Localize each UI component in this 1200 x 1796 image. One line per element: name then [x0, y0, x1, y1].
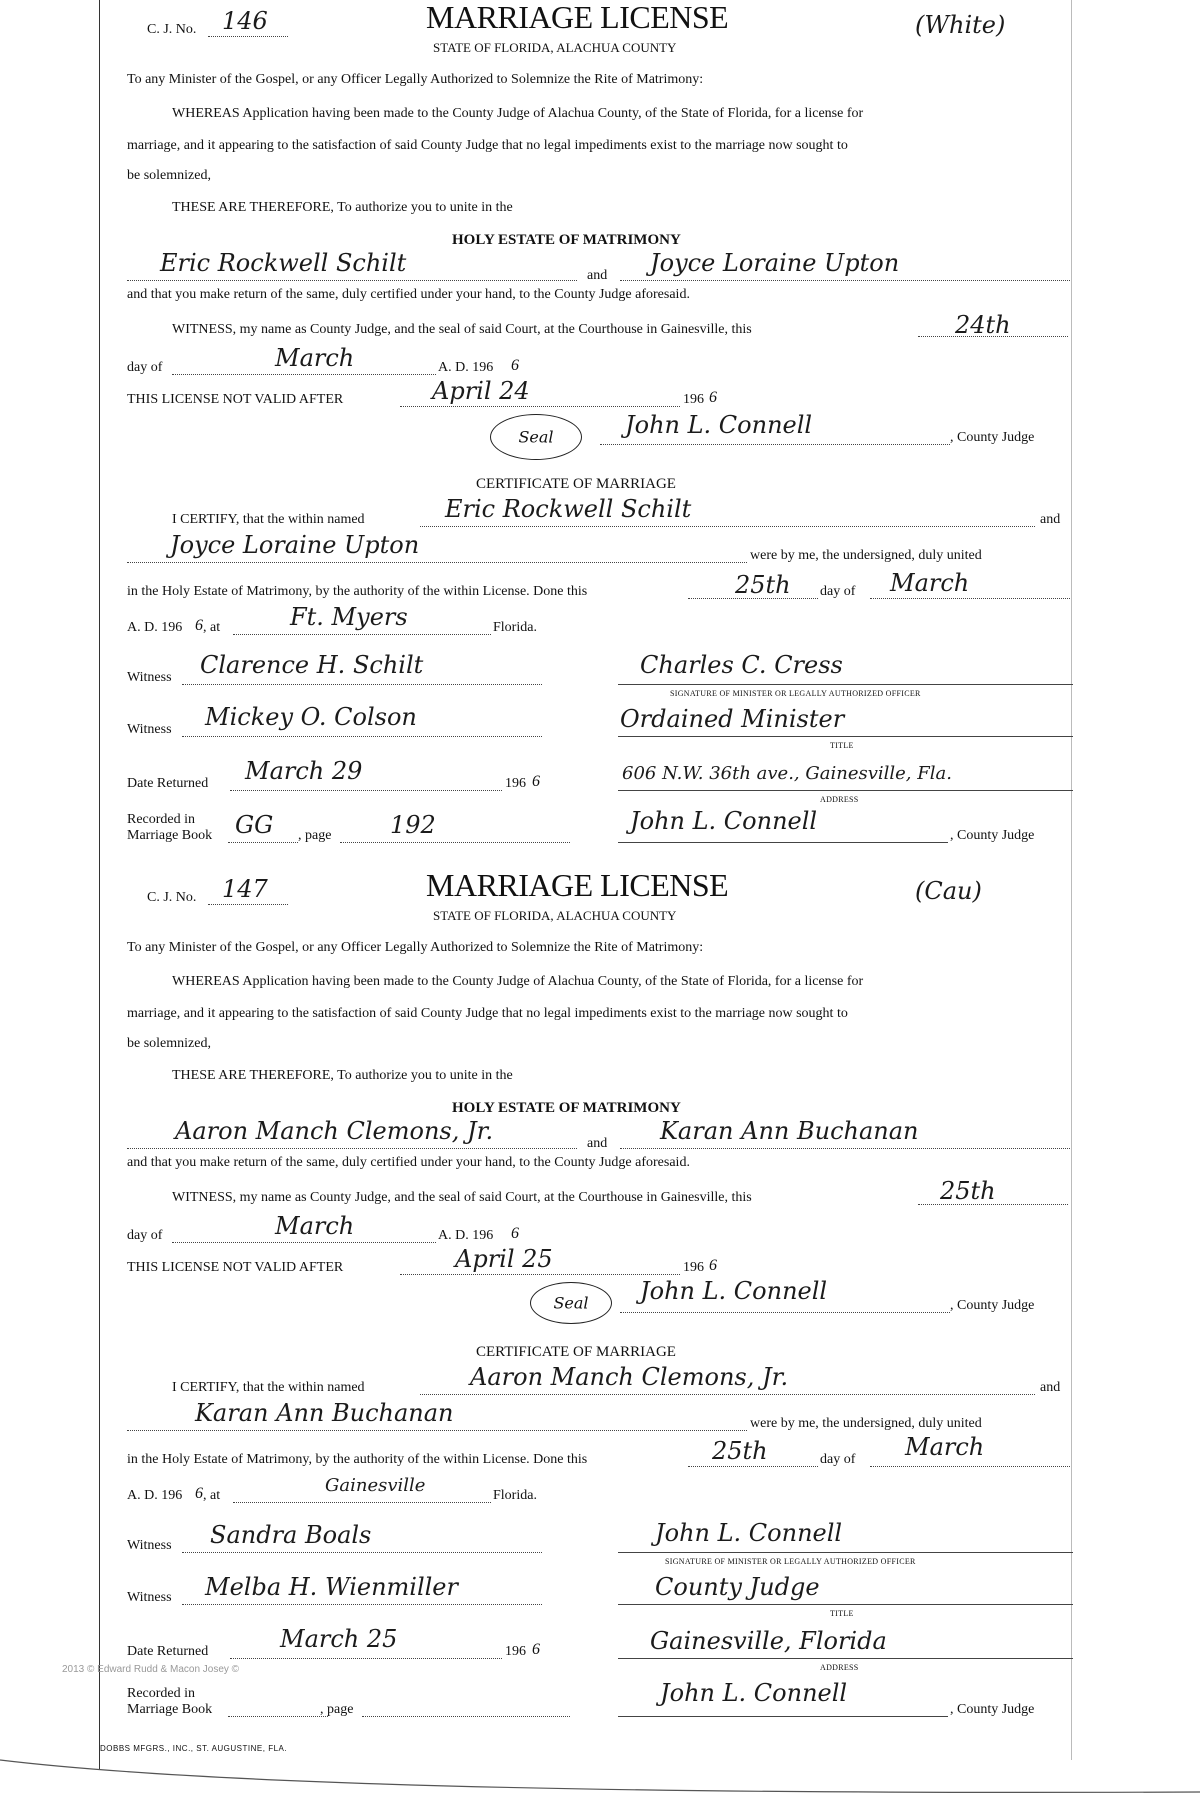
witness-line: WITNESS, my name as County Judge, and the seal of said Court, at the Courthouse in Gainesville, this [172, 1190, 752, 1205]
address-line: To any Minister of the Gospel, or any Officer Legally Authorized to Solemnize the Rite of Matrimony: [127, 72, 704, 87]
holy-estate-line: in the Holy Estate of Matrimony, by the authority of the within License. Done this [127, 1452, 588, 1467]
not-valid-date: April 25 [455, 1245, 553, 1273]
license-month: March [275, 1212, 355, 1240]
recording-county-judge-label: , County Judge [950, 828, 1035, 843]
witness-2-signature: Mickey O. Colson [205, 703, 417, 731]
title-caption: TITLE [830, 1609, 854, 1618]
address-caption: ADDRESS [820, 1663, 859, 1672]
recording-signature: John L. Connell [630, 807, 818, 835]
groom-name: Eric Rockwell Schilt [160, 249, 407, 277]
witness-1-signature: Sandra Boals [210, 1521, 372, 1549]
marriage-place: Gainesville [325, 1475, 426, 1496]
recorded-in-label: Recorded in [127, 1686, 196, 1701]
groom-name: Aaron Manch Clemons, Jr. [175, 1117, 494, 1145]
holy-estate-line: in the Holy Estate of Matrimony, by the authority of the within License. Done this [127, 584, 588, 599]
ad-label: A. D. 196 [438, 1228, 494, 1243]
done-month: March [890, 569, 970, 597]
witness-day: 25th [940, 1177, 996, 1205]
witness-1-signature: Clarence H. Schilt [200, 651, 424, 679]
whereas-line-1: WHEREAS Application having been made to the County Judge of Alachua County, of the State of Florida, for a license for [172, 106, 864, 121]
not-valid-year-digit: 6 [709, 1257, 717, 1274]
not-valid-date: April 24 [432, 377, 530, 405]
whereas-line-2: marriage, and it appearing to the satisfaction of said County Judge that no legal impediments exist to the marriage now sought to [127, 138, 848, 153]
not-valid-year-digit: 6 [709, 389, 717, 406]
certificate-heading: CERTIFICATE OF MARRIAGE [476, 1344, 676, 1360]
bride-name: Karan Ann Buchanan [660, 1117, 919, 1145]
race-note: (Cau) [915, 877, 982, 905]
ad-year-digit: 6 [511, 1225, 519, 1242]
witness-2-signature: Melba H. Wienmiller [205, 1573, 458, 1601]
date-returned: March 29 [245, 757, 363, 785]
license-title: MARRIAGE LICENSE [426, 867, 729, 903]
page-label: , page [320, 1702, 354, 1717]
date-returned-label: Date Returned [127, 1644, 209, 1659]
record-page: 192 [390, 811, 436, 839]
county-judge-label: , County Judge [950, 1298, 1035, 1313]
recording-county-judge-label: , County Judge [950, 1702, 1035, 1717]
license-month: March [275, 344, 355, 372]
officer-signature: Charles C. Cress [640, 651, 843, 679]
officer-address: 606 N.W. 36th ave., Gainesville, Fla. [622, 763, 952, 784]
county-judge-label: , County Judge [950, 430, 1035, 445]
holy-estate-heading: HOLY ESTATE OF MATRIMONY [452, 1100, 681, 1116]
not-valid-label: THIS LICENSE NOT VALID AFTER [127, 1260, 344, 1275]
done-day: 25th [735, 571, 791, 599]
florida-label: Florida. [493, 1488, 537, 1503]
certify-label: I CERTIFY, that the within named [172, 512, 365, 527]
day-of-label: day of [127, 360, 163, 375]
returned-year-digit: 6 [532, 1641, 540, 1658]
witness-label-2: Witness [127, 722, 172, 737]
court-seal: Seal [530, 1282, 612, 1324]
page-label: , page [298, 828, 332, 843]
cj-number-label: C. J. No. [147, 890, 197, 905]
therefore-line: THESE ARE THEREFORE, To authorize you to unite in the [172, 200, 513, 215]
certificate-and-label: and [1040, 1380, 1061, 1395]
certificate-and-label: and [1040, 512, 1061, 527]
copyright-watermark: 2013 © Edward Rudd & Macon Josey © [62, 1664, 240, 1675]
signature-caption: SIGNATURE OF MINISTER OR LEGALLY AUTHORIZED OFFICER [665, 1557, 916, 1566]
certify-label: I CERTIFY, that the within named [172, 1380, 365, 1395]
license-subtitle: STATE OF FLORIDA, ALACHUA COUNTY [433, 908, 677, 923]
not-valid-year-label: 196 [683, 392, 704, 407]
officer-title: Ordained Minister [620, 705, 845, 733]
ad-label-cert: A. D. 196 [127, 1488, 183, 1503]
not-valid-year-label: 196 [683, 1260, 704, 1275]
and-label: and [587, 268, 608, 283]
court-seal: Seal [490, 414, 582, 460]
return-line: and that you make return of the same, duly certified under your hand, to the County Judge aforesaid. [127, 287, 690, 302]
returned-year-label: 196 [505, 1644, 526, 1659]
whereas-line-2: marriage, and it appearing to the satisfaction of said County Judge that no legal impediments exist to the marriage now sought to [127, 1006, 848, 1021]
cj-number: 147 [222, 875, 268, 903]
and-label: and [587, 1136, 608, 1151]
signature-caption: SIGNATURE OF MINISTER OR LEGALLY AUTHORIZED OFFICER [670, 689, 921, 698]
date-returned-label: Date Returned [127, 776, 209, 791]
printer-footer: DOBBS MFGRS., INC., ST. AUGUSTINE, FLA. [100, 1744, 288, 1753]
holy-estate-heading: HOLY ESTATE OF MATRIMONY [452, 232, 681, 248]
witness-label-1: Witness [127, 670, 172, 685]
ad-label: A. D. 196 [438, 360, 494, 375]
license-title: MARRIAGE LICENSE [426, 0, 729, 35]
judge-signature: John L. Connell [640, 1277, 828, 1305]
cj-number: 146 [222, 7, 268, 35]
marriage-book: GG [235, 811, 274, 839]
returned-year-label: 196 [505, 776, 526, 791]
address-caption: ADDRESS [820, 795, 859, 804]
whereas-line-3: be solemnized, [127, 168, 211, 183]
certificate-name-1: Eric Rockwell Schilt [445, 495, 692, 523]
officer-signature: John L. Connell [655, 1519, 843, 1547]
cj-number-label: C. J. No. [147, 22, 197, 37]
bride-name: Joyce Loraine Upton [650, 249, 900, 277]
certificate-name-1: Aaron Manch Clemons, Jr. [470, 1363, 789, 1391]
not-valid-label: THIS LICENSE NOT VALID AFTER [127, 392, 344, 407]
ad-year-digit-cert: 6 [195, 1485, 203, 1502]
certificate-heading: CERTIFICATE OF MARRIAGE [476, 476, 676, 492]
title-caption: TITLE [830, 741, 854, 750]
witness-line: WITNESS, my name as County Judge, and the seal of said Court, at the Courthouse in Gainesville, this [172, 322, 752, 337]
whereas-line-1: WHEREAS Application having been made to the County Judge of Alachua County, of the State of Florida, for a license for [172, 974, 864, 989]
marriage-place: Ft. Myers [290, 603, 408, 631]
certificate-name-2: Joyce Loraine Upton [170, 531, 420, 559]
whereas-line-3: be solemnized, [127, 1036, 211, 1051]
certificate-name-2: Karan Ann Buchanan [195, 1399, 454, 1427]
left-binding-line [99, 0, 100, 1770]
therefore-line: THESE ARE THEREFORE, To authorize you to unite in the [172, 1068, 513, 1083]
race-note: (White) [915, 11, 1006, 39]
officer-title: County Judge [655, 1573, 820, 1601]
united-label: were by me, the undersigned, duly united [750, 1416, 982, 1431]
witness-day: 24th [955, 311, 1011, 339]
recorded-in-label: Recorded in [127, 812, 196, 827]
return-line: and that you make return of the same, duly certified under your hand, to the County Judge aforesaid. [127, 1155, 690, 1170]
at-label: , at [203, 1488, 221, 1503]
done-day: 25th [712, 1437, 768, 1465]
license-subtitle: STATE OF FLORIDA, ALACHUA COUNTY [433, 40, 677, 55]
marriage-book-label: Marriage Book [127, 828, 213, 843]
ad-year-digit-cert: 6 [195, 617, 203, 634]
ad-year-digit: 6 [511, 357, 519, 374]
address-line: To any Minister of the Gospel, or any Officer Legally Authorized to Solemnize the Rite of Matrimony: [127, 940, 704, 955]
day-of-label: day of [127, 1228, 163, 1243]
recording-signature: John L. Connell [660, 1679, 848, 1707]
witness-label-2: Witness [127, 1590, 172, 1605]
florida-label: Florida. [493, 620, 537, 635]
done-month: March [905, 1433, 985, 1461]
officer-address: Gainesville, Florida [650, 1627, 887, 1655]
done-day-of-label: day of [820, 1452, 856, 1467]
marriage-book-label: Marriage Book [127, 1702, 213, 1717]
date-returned: March 25 [280, 1625, 398, 1653]
witness-label-1: Witness [127, 1538, 172, 1553]
done-day-of-label: day of [820, 584, 856, 599]
at-label: , at [203, 620, 221, 635]
returned-year-digit: 6 [532, 773, 540, 790]
united-label: were by me, the undersigned, duly united [750, 548, 982, 563]
right-edge-line [1071, 0, 1072, 1760]
ad-label-cert: A. D. 196 [127, 620, 183, 635]
judge-signature: John L. Connell [625, 411, 813, 439]
